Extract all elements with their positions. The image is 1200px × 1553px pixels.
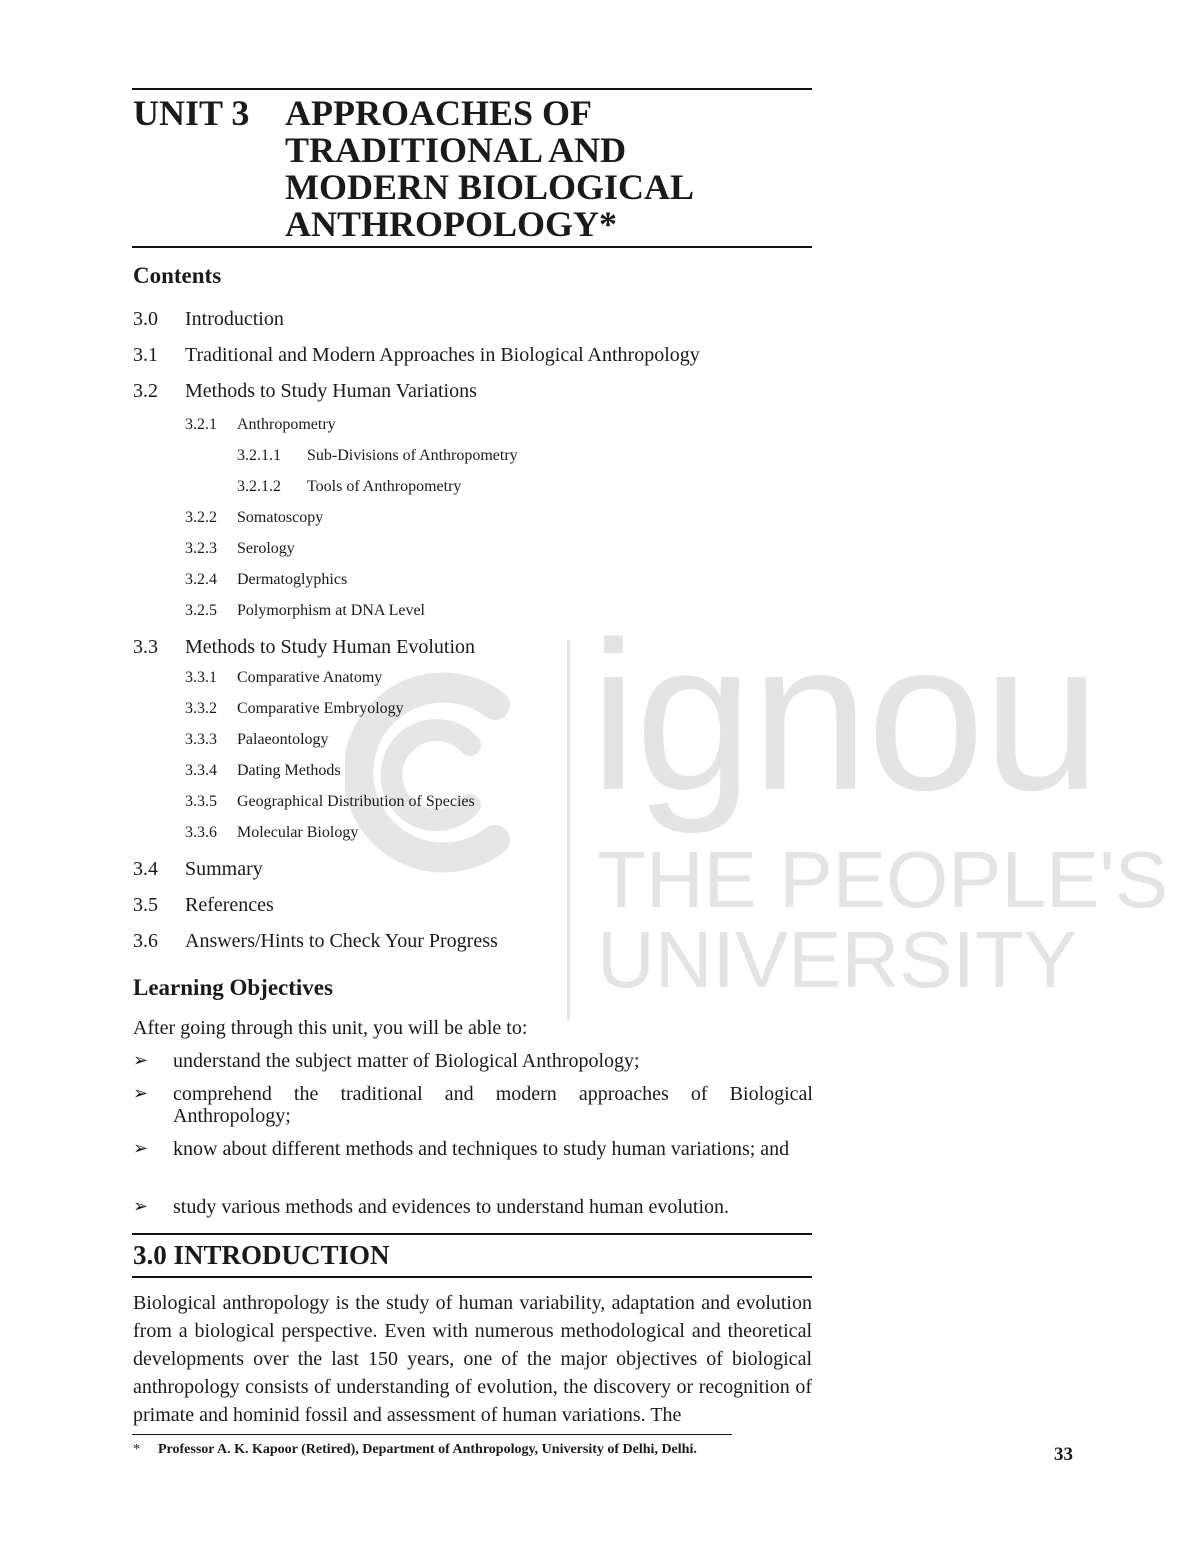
unit-title [285,95,694,243]
contents-item-number: 3.1 [133,344,158,366]
watermark-line1: THE PEOPLE'S [597,835,1169,924]
objective-text: understand the subject matter of Biological Anthropology; [173,1050,640,1072]
contents-item-number: 3.2.2 [185,509,217,526]
contents-item-title: Palaeontology [237,731,329,748]
contents-item-number: 3.2 [133,380,158,402]
contents-item-title: Tools of Anthropometry [307,478,462,495]
contents-item-title: Introduction [185,308,284,330]
contents-item-number: 3.3.4 [185,762,217,779]
contents-item-number: 3.5 [133,894,158,916]
contents-item-title: Polymorphism at DNA Level [237,602,425,619]
contents-item-number: 3.3.3 [185,731,217,748]
contents-item-number: 3.3.2 [185,700,217,717]
contents-item-number: 3.3 [133,636,158,658]
watermark-line2: UNIVERSITY [597,915,1078,1004]
introduction-heading: 3.0 INTRODUCTION [133,1240,390,1270]
contents-item-title: Methods to Study Human Variations [185,380,477,402]
objective-text: comprehend the traditional and modern approaches of Biological Anthropology; [173,1083,813,1127]
objective-text: know about different methods and techniques to study human variations; and [173,1138,790,1160]
unit-title-line: ANTHROPOLOGY* [285,204,618,244]
unit-title-line: APPROACHES OF [285,93,593,133]
arrow-bullet-icon: ➢ [133,1138,149,1158]
contents-item-number: 3.3.6 [185,824,217,841]
contents-item-number: 3.2.1 [185,416,217,433]
page-number: 33 [1054,1444,1073,1465]
contents-item-title: Traditional and Modern Approaches in Biological Anthropology [185,344,700,366]
intro-top-rule [132,1233,812,1235]
contents-item-title: References [185,894,274,916]
arrow-bullet-icon: ➢ [133,1050,149,1070]
introduction-paragraph: Biological anthropology is the study of human variability, adaptation and evolution from a biological perspective. Even with numerous methodological and theoretical developments over the last 150 years, one of the major objectives of biological anthropology consists of understanding of evolution, the discovery or recognition of primate and hominid fossil and assessment of human variations. The [133,1292,812,1426]
contents-item-number: 3.4 [133,858,158,880]
ignou-logo-watermark [345,665,525,880]
contents-item-number: 3.6 [133,930,158,952]
footnote-rule [132,1434,732,1435]
contents-item-number: 3.2.1.2 [237,478,281,495]
contents-item-title: Serology [237,540,295,557]
contents-item-title: Dating Methods [237,762,341,779]
contents-item-title: Anthropometry [237,416,336,433]
footnote-marker: * [133,1442,140,1457]
contents-item-title: Dermatoglyphics [237,571,348,588]
contents-item-number: 3.2.4 [185,571,217,588]
title-bottom-rule [132,246,812,248]
contents-item-number: 3.3.5 [185,793,217,810]
unit-title-line: TRADITIONAL AND [285,130,627,170]
title-top-rule [132,88,812,90]
contents-item-title: Comparative Anatomy [237,669,383,686]
footnote-text: Professor A. K. Kapoor (Retired), Department of Anthropology, University of Delhi, Delhi. [158,1442,697,1457]
contents-item-title: Somatoscopy [237,509,324,526]
watermark-word: ignou [590,597,1099,834]
objectives-intro: After going through this unit, you will be able to: [133,1017,528,1039]
unit-label: UNIT 3 [133,93,250,133]
contents-item-title: Summary [185,858,263,880]
contents-item-title: Sub-Divisions of Anthropometry [307,447,518,464]
intro-bottom-rule [132,1276,812,1278]
contents-item-title: Methods to Study Human Evolution [185,636,475,658]
contents-item-title: Molecular Biology [237,824,359,841]
learning-objectives-heading: Learning Objectives [133,975,333,1000]
contents-item-title: Comparative Embryology [237,700,404,717]
contents-item-number: 3.2.3 [185,540,217,557]
contents-item-title: Geographical Distribution of Species [237,793,475,810]
arrow-bullet-icon: ➢ [133,1196,149,1216]
contents-item-number: 3.2.5 [185,602,217,619]
unit-title-line: MODERN BIOLOGICAL [285,167,695,207]
watermark-divider [567,640,570,1020]
contents-heading: Contents [133,263,222,288]
contents-item-number: 3.2.1.1 [237,447,281,464]
contents-item-number: 3.3.1 [185,669,217,686]
arrow-bullet-icon: ➢ [133,1083,149,1103]
contents-item-title: Answers/Hints to Check Your Progress [185,930,498,952]
objective-text: study various methods and evidences to understand human evolution. [173,1196,730,1218]
contents-item-number: 3.0 [133,308,158,330]
